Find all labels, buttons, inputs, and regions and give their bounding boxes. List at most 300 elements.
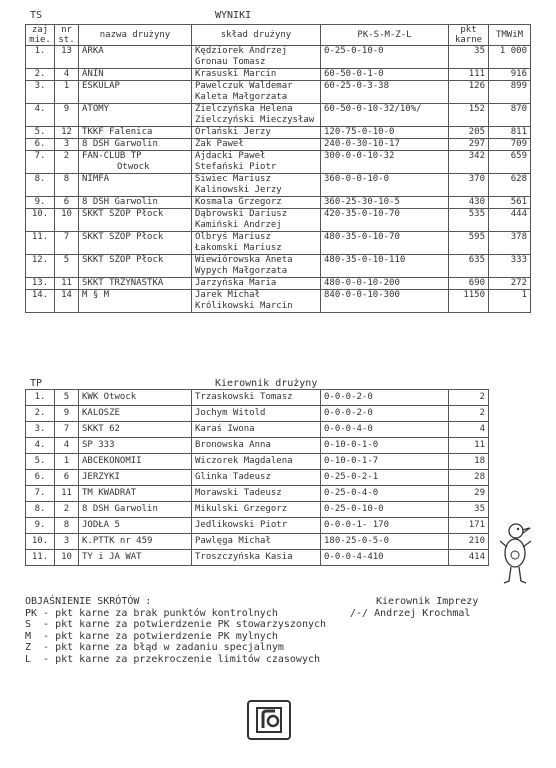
team: TKKF Falenica	[82, 127, 153, 137]
tmwim: 561	[510, 197, 527, 207]
karne: 11	[474, 440, 485, 450]
place: 14.	[31, 290, 49, 300]
tmwim-cell	[489, 151, 531, 174]
pk: 180-25-0-5-0	[324, 536, 390, 546]
legend-line: M - pkt karne za potwierdzenie PK mylnych	[25, 630, 278, 642]
tmwim: 1	[521, 290, 527, 300]
pk-cell	[321, 197, 449, 209]
empty-cell	[489, 486, 531, 502]
members-cell	[192, 174, 321, 197]
team-cell	[79, 81, 192, 104]
members-cell	[192, 255, 321, 278]
col-nr-line1: nr	[61, 25, 72, 35]
members-cell	[192, 278, 321, 290]
table-row	[26, 534, 531, 550]
nr-cell	[55, 534, 79, 550]
member: Wypych Małgorzata	[195, 266, 288, 276]
karne-cell	[449, 534, 489, 550]
nr-cell	[55, 518, 79, 534]
pk-cell	[321, 255, 449, 278]
nr-cell	[55, 174, 79, 197]
nr: 10	[61, 209, 72, 219]
pk-cell	[321, 438, 449, 454]
karne-cell	[449, 454, 489, 470]
pk: 420-35-0-10-70	[324, 209, 400, 219]
nr-cell	[55, 390, 79, 406]
place: 6.	[34, 139, 46, 149]
tmwim: 899	[510, 81, 527, 91]
pk-cell	[321, 127, 449, 139]
pk-cell	[321, 104, 449, 127]
empty-cell	[489, 470, 531, 486]
pk-cell	[321, 470, 449, 486]
pk-cell	[321, 422, 449, 438]
pk-cell	[321, 151, 449, 174]
col-karne-line1: pkt	[460, 25, 477, 35]
nr-cell	[55, 232, 79, 255]
team: SKKT 62	[82, 424, 120, 434]
pk: 360-0-0-10-0	[324, 174, 390, 184]
table-row	[26, 81, 531, 104]
karne-cell	[449, 209, 489, 232]
leader: Troszczyńska Kasia	[195, 552, 293, 562]
nr: 12	[61, 127, 72, 137]
nr-cell	[55, 197, 79, 209]
member: Gronau Tomasz	[195, 57, 266, 67]
place: 8.	[34, 504, 46, 514]
nr-cell	[55, 46, 79, 69]
tmwim: 659	[510, 151, 527, 161]
pk: 0-10-0-1-7	[324, 456, 379, 466]
pk: 300-0-0-10-32	[324, 151, 395, 161]
leader: Jochym Witold	[195, 408, 266, 418]
leader: Mikulski Grzegorz	[195, 504, 288, 514]
place-cell	[26, 255, 55, 278]
pk: 0-0-0-1- 170	[324, 520, 390, 530]
table-row	[26, 518, 531, 534]
legend-line: PK - pkt karne za brak punktów kontrolnych	[25, 607, 278, 619]
pk: 0-0-0-4-410	[324, 552, 384, 562]
place: 11.	[31, 552, 49, 562]
place: 2.	[34, 408, 46, 418]
members-cell	[192, 232, 321, 255]
table-row	[26, 104, 531, 127]
pk-cell	[321, 209, 449, 232]
nr: 5	[63, 255, 70, 265]
tmwim-cell	[489, 69, 531, 81]
karne: 342	[468, 151, 485, 161]
karne-cell	[449, 151, 489, 174]
nr-cell	[55, 255, 79, 278]
table-row	[26, 406, 531, 422]
team: SKKT TRZYNASTKA	[82, 278, 164, 288]
place-cell	[26, 197, 55, 209]
karne: 29	[474, 488, 485, 498]
karne: 28	[474, 472, 485, 482]
place: 12.	[31, 255, 49, 265]
members-cell	[192, 104, 321, 127]
team-cell	[79, 139, 192, 151]
nr: 1	[63, 456, 70, 466]
place-cell	[26, 139, 55, 151]
place: 7.	[34, 488, 46, 498]
leader-cell	[192, 486, 321, 502]
pk: 0-10-0-1-0	[324, 440, 379, 450]
col-members-header: skład drużyny	[192, 25, 321, 46]
member: Stefański Piotr	[195, 162, 277, 172]
place-cell	[26, 278, 55, 290]
member: Kamiński Andrzej	[195, 220, 282, 230]
karne: 430	[468, 197, 485, 207]
team-cell	[79, 534, 192, 550]
team-cell	[79, 438, 192, 454]
table-row	[26, 454, 531, 470]
team-city: Otwock	[117, 162, 150, 172]
karne: 595	[468, 232, 485, 242]
pk-cell	[321, 69, 449, 81]
tmwim: 444	[510, 209, 527, 219]
nr-cell	[55, 127, 79, 139]
col-nr-header	[55, 25, 79, 46]
member: Pawelczuk Waldemar	[195, 81, 293, 91]
team-cell	[79, 518, 192, 534]
leader: Wiczorek Magdalena	[195, 456, 293, 466]
team: ANIN	[82, 69, 104, 79]
leader-cell	[192, 438, 321, 454]
karne: 152	[468, 104, 485, 114]
pk: 60-50-0-10-32/10%/	[324, 104, 422, 114]
place: 13.	[31, 278, 49, 288]
members-cell	[192, 81, 321, 104]
leader: Karaś Iwona	[195, 424, 255, 434]
ts-results-table	[25, 24, 531, 313]
nr-cell	[55, 454, 79, 470]
team-cell	[79, 197, 192, 209]
col-karne-header	[449, 25, 489, 46]
col-tmwim-header: TMWiM	[489, 25, 531, 46]
team-cell	[79, 422, 192, 438]
karne-cell	[449, 390, 489, 406]
place-cell	[26, 390, 55, 406]
karne: 2	[479, 392, 485, 402]
empty-cell	[489, 454, 531, 470]
pk-cell	[321, 534, 449, 550]
empty-cell	[489, 422, 531, 438]
member: Krasuski Marcin	[195, 69, 277, 79]
team: 8 DSH Garwolin	[82, 504, 158, 514]
team-cell	[79, 470, 192, 486]
members-cell	[192, 290, 321, 313]
table-row	[26, 174, 531, 197]
nr-cell	[55, 139, 79, 151]
place: 11.	[31, 232, 49, 242]
place-cell	[26, 69, 55, 81]
bird-mascot-icon	[498, 519, 534, 593]
place-cell	[26, 502, 55, 518]
nr-cell	[55, 502, 79, 518]
nr: 3	[63, 536, 70, 546]
team-cell	[79, 550, 192, 566]
table-row	[26, 438, 531, 454]
ts-section-label: TS	[30, 10, 43, 21]
karne: 297	[468, 139, 485, 149]
tmwim-cell	[489, 290, 531, 313]
tmwim: 628	[510, 174, 527, 184]
tmwim-cell	[489, 278, 531, 290]
team-cell	[79, 454, 192, 470]
nr: 9	[63, 408, 70, 418]
members-cell	[192, 151, 321, 174]
place-cell	[26, 151, 55, 174]
nr: 11	[61, 488, 72, 498]
place: 7.	[34, 151, 46, 161]
tmwim-cell	[489, 209, 531, 232]
karne-cell	[449, 470, 489, 486]
karne: 35	[474, 46, 485, 56]
nr-cell	[55, 81, 79, 104]
member: Jarek Michał	[195, 290, 261, 300]
nr-cell	[55, 406, 79, 422]
place: 1.	[34, 392, 46, 402]
tmwim-cell	[489, 81, 531, 104]
table-row	[26, 127, 531, 139]
pk-cell	[321, 290, 449, 313]
karne-cell	[449, 127, 489, 139]
karne: 4	[479, 424, 485, 434]
team: K.PTTK nr 459	[82, 536, 153, 546]
nr: 13	[61, 46, 72, 56]
nr: 6	[63, 472, 70, 482]
member: Ajdacki Paweł	[195, 151, 266, 161]
nr-cell	[55, 278, 79, 290]
nr: 6	[63, 197, 70, 207]
place-cell	[26, 422, 55, 438]
tmwim: 709	[510, 139, 527, 149]
karne-cell	[449, 255, 489, 278]
pk-cell	[321, 81, 449, 104]
karne: 414	[468, 552, 485, 562]
place-cell	[26, 209, 55, 232]
place-cell	[26, 104, 55, 127]
nr: 2	[63, 151, 70, 161]
legend-line: L - pkt karne za przekroczenie limitów czasowych	[25, 653, 321, 665]
signature-role: Kierownik Imprezy	[376, 596, 479, 607]
karne: 210	[468, 536, 485, 546]
karne: 1150	[463, 290, 485, 300]
table-row	[26, 550, 531, 566]
pk: 840-0-0-10-300	[324, 290, 400, 300]
tmwim: 272	[510, 278, 527, 288]
pk-cell	[321, 550, 449, 566]
member: Kalinowski Jerzy	[195, 185, 282, 195]
col-karne-line2: karne	[454, 35, 483, 45]
karne-cell	[449, 232, 489, 255]
table-row	[26, 470, 531, 486]
pk: 480-35-0-10-110	[324, 255, 406, 265]
tmwim-cell	[489, 46, 531, 69]
member: Kędziorek Andrzej	[195, 46, 288, 56]
karne: 35	[474, 504, 485, 514]
team: ARKA	[82, 46, 104, 56]
nr-cell	[55, 438, 79, 454]
table-row	[26, 232, 531, 255]
karne-cell	[449, 104, 489, 127]
nr-cell	[55, 151, 79, 174]
pk: 0-0-0-2-0	[324, 392, 373, 402]
pk-cell	[321, 278, 449, 290]
members-cell	[192, 127, 321, 139]
pk: 240-0-30-10-17	[324, 139, 400, 149]
table-row	[26, 209, 531, 232]
member: Kosmala Grzegorz	[195, 197, 282, 207]
nr: 14	[61, 290, 72, 300]
legend-line: S - pkt karne za potwierdzenie PK stowarzyszonych	[25, 619, 327, 630]
karne: 171	[468, 520, 485, 530]
member: Królikowski Marcin	[195, 301, 293, 311]
team: KALOSZE	[82, 408, 120, 418]
nr: 10	[61, 552, 72, 562]
tmwim-cell	[489, 139, 531, 151]
member: Zielczyńska Helena	[195, 104, 293, 114]
tp-results-table	[25, 389, 531, 566]
nr-cell	[55, 290, 79, 313]
place: 5.	[34, 127, 46, 137]
team-cell	[79, 174, 192, 197]
pk-cell	[321, 46, 449, 69]
place-cell	[26, 232, 55, 255]
empty-cell	[489, 406, 531, 422]
tp-section-label: TP	[30, 378, 43, 389]
tmwim: 1 000	[499, 46, 527, 56]
team: 8 DSH Garwolin	[82, 139, 158, 149]
place-cell	[26, 81, 55, 104]
col-place-line2: mie.	[29, 35, 51, 45]
table-row	[26, 151, 531, 174]
member: Wiewiórowska Aneta	[195, 255, 293, 265]
leader-cell	[192, 550, 321, 566]
team-cell	[79, 46, 192, 69]
team-cell	[79, 232, 192, 255]
leader: Trzaskowski Tomasz	[195, 392, 293, 402]
nr: 8	[63, 174, 70, 184]
leader-cell	[192, 422, 321, 438]
team: SKKT SZOP Płock	[82, 255, 164, 265]
member: Żak Paweł	[195, 139, 244, 149]
nr-cell	[55, 209, 79, 232]
tmwim: 378	[510, 232, 527, 242]
pk: 360-25-30-10-5	[324, 197, 400, 207]
team-cell	[79, 502, 192, 518]
place: 5.	[34, 456, 46, 466]
nr-cell	[55, 550, 79, 566]
place-cell	[26, 46, 55, 69]
team: ATOMY	[82, 104, 110, 114]
table-row	[26, 486, 531, 502]
pk: 0-0-0-4-0	[324, 424, 373, 434]
team-cell	[79, 69, 192, 81]
team: NIMFA	[82, 174, 110, 184]
members-cell	[192, 197, 321, 209]
member: Orlański Jerzy	[195, 127, 271, 137]
nr: 7	[63, 232, 70, 242]
nr-cell	[55, 104, 79, 127]
leader: Bronowska Anna	[195, 440, 271, 450]
nr: 2	[63, 504, 70, 514]
pk-cell	[321, 406, 449, 422]
leader-cell	[192, 470, 321, 486]
place: 4.	[34, 104, 46, 114]
karne-cell	[449, 278, 489, 290]
pk-cell	[321, 139, 449, 151]
member: Zielczyński Mieczysław	[195, 115, 315, 125]
table-row	[26, 197, 531, 209]
tmwim-cell	[489, 127, 531, 139]
place-cell	[26, 438, 55, 454]
table-row	[26, 390, 531, 406]
tmwim: 916	[510, 69, 527, 79]
place: 3.	[34, 81, 46, 91]
member: Olbryś Mariusz	[195, 232, 271, 242]
member: Kaleta Małgorzata	[195, 92, 288, 102]
team: SKKT SZOP Płock	[82, 209, 164, 219]
nr: 8	[63, 520, 70, 530]
nr: 9	[63, 104, 70, 114]
team: ESKULAP	[82, 81, 120, 91]
place-cell	[26, 486, 55, 502]
empty-cell	[489, 438, 531, 454]
team-cell	[79, 406, 192, 422]
place-cell	[26, 290, 55, 313]
tmwim: 870	[510, 104, 527, 114]
karne-cell	[449, 46, 489, 69]
karne-cell	[449, 406, 489, 422]
member: Siwiec Mariusz	[195, 174, 271, 184]
col-place-header	[26, 25, 55, 46]
pk: 0-25-0-10-0	[324, 46, 384, 56]
col-place-line1: zaj	[31, 25, 49, 35]
tmwim-cell	[489, 104, 531, 127]
signature-name: /-/ Andrzej Krochmal	[350, 608, 471, 619]
leader: Morawski Tadeusz	[195, 488, 282, 498]
member: Łakomski Mariusz	[195, 243, 282, 253]
team-cell	[79, 104, 192, 127]
event-logo-icon	[247, 700, 291, 740]
pk: 120-75-0-10-0	[324, 127, 395, 137]
place-cell	[26, 454, 55, 470]
place: 2.	[34, 69, 46, 79]
pk-cell	[321, 390, 449, 406]
member: Jarzyńska Maria	[195, 278, 277, 288]
nr-cell	[55, 69, 79, 81]
karne-cell	[449, 69, 489, 81]
team: JODŁA 5	[82, 520, 120, 530]
col-nr-line2: st.	[58, 35, 75, 45]
team: SP 333	[82, 440, 115, 450]
karne-cell	[449, 139, 489, 151]
pk: 0-25-0-4-0	[324, 488, 379, 498]
pk-cell	[321, 232, 449, 255]
place: 6.	[34, 472, 46, 482]
nr: 4	[63, 440, 70, 450]
karne-cell	[449, 290, 489, 313]
tmwim-cell	[489, 197, 531, 209]
place-cell	[26, 518, 55, 534]
place: 1.	[34, 46, 46, 56]
place: 9.	[34, 197, 46, 207]
karne-cell	[449, 550, 489, 566]
place-cell	[26, 534, 55, 550]
karne: 126	[468, 81, 485, 91]
